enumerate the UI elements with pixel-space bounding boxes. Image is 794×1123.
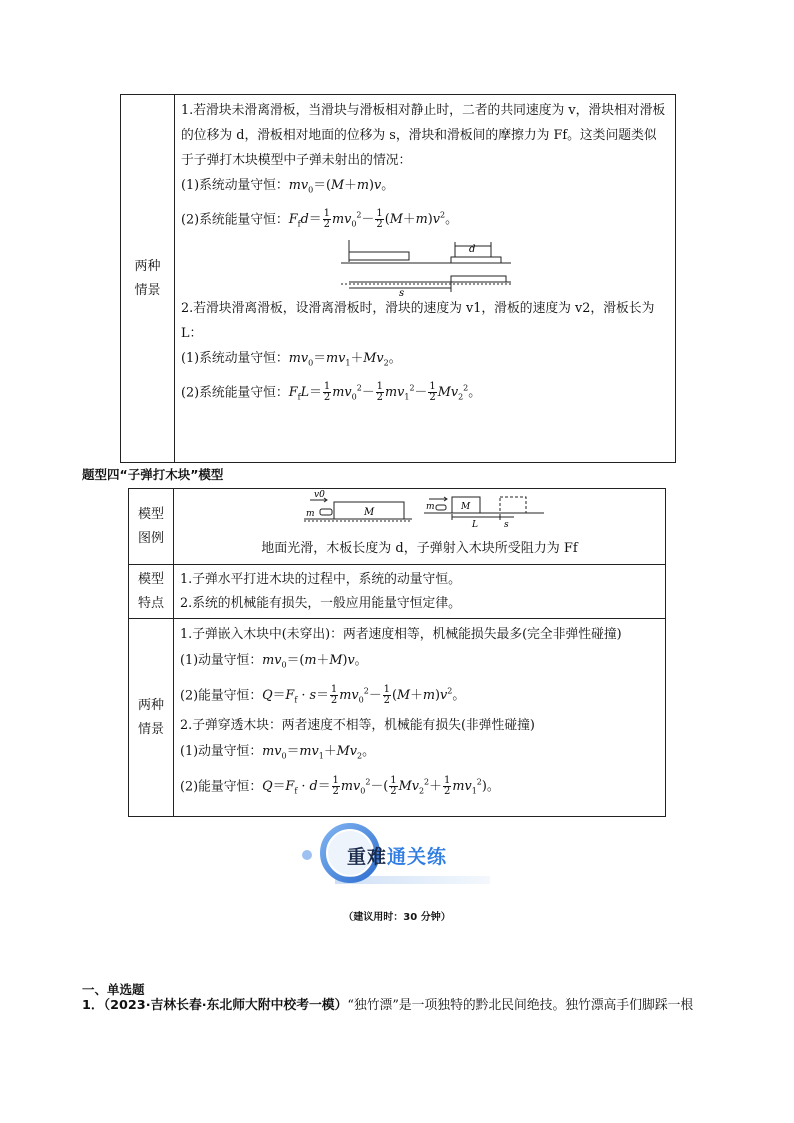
row3-label: [129, 619, 174, 817]
case1-energy: [181, 203, 669, 237]
case1-momentum: [181, 173, 669, 203]
case2-energy-formula: $F_fL=$ $\frac{1}{2}$ $mv_0^2-$ $\frac{1}{2}$ $mv_1^2-$ $\frac{1}{2}$ $Mv_2^2$。: [288, 381, 482, 404]
row3-case1-energy-formula: $Q=F_f \cdot s=$ $\frac{1}{2}$ $mv_0^2-$ $\frac{1}{2}$ $(M+m)v^2$。: [262, 683, 466, 706]
row1-label-text: 模型 图例: [137, 506, 164, 546]
section-heading-type4: 题型四“子弹打木块”模型: [82, 467, 224, 482]
banner-title: [347, 842, 447, 869]
label-s2: s: [504, 520, 509, 530]
case1-momentum-label: (1)系统动量守恒：: [181, 178, 289, 193]
question-1: [82, 996, 732, 1016]
banner-title-part1: 重难: [347, 846, 388, 868]
label-L: L: [472, 520, 478, 530]
label-d: d: [469, 244, 476, 256]
row2-label: [129, 565, 174, 619]
question-text: “独竹漂”是一项独特的黔北民间绝技。独竹漂高手们脚踩一根: [347, 998, 694, 1013]
table1-content: [175, 95, 676, 463]
row3-label-text: 两种 情景: [137, 697, 164, 737]
suggested-time: （建议用时：30 分钟）: [343, 912, 451, 923]
row2-line-2: 2.系统的机械能有损失，一般应用能量守恒定律。: [180, 596, 461, 611]
label-v0: v0: [314, 490, 325, 500]
row3-case1: 1.子弹嵌入木块中(未穿出)：两者速度相等，机械能损失最多(完全非弹性碰撞): [180, 627, 622, 642]
row3-content: [174, 619, 666, 817]
label-m-right: m: [426, 502, 435, 512]
case2-momentum-formula: $mv_0=mv_1+Mv_2$。: [288, 351, 402, 368]
label-m-left: m: [306, 509, 315, 519]
row3-case1-momentum-formula: $mv_0=(m+M)v$。: [262, 653, 368, 670]
row3-case2-energy: [180, 770, 659, 805]
row2-line-1: 1.子弹水平打进木块的过程中，系统的动量守恒。: [180, 572, 461, 587]
row3-case2-momentum-label: (1)动量守恒：: [180, 744, 263, 760]
case2-energy-label: (2)系统能量守恒：: [181, 385, 289, 401]
row3-case2-momentum-formula: $mv_0=mv_1+Mv_2$。: [262, 744, 375, 761]
row3-case2-energy-formula: $Q=F_f \cdot d=$ $\frac{1}{2}$ $mv_0^2-$( $\frac{1}{2}$ $Mv_2^2+$ $\frac{1}{2}$ $mv_1^2$)。: [262, 775, 500, 798]
table1-label: [121, 95, 175, 463]
row3-case2-momentum: [180, 739, 659, 770]
question-number: 1．: [82, 998, 104, 1013]
case1-text: 1.若滑块未滑离滑板，当滑块与滑板相对静止时，二者的共同速度为 v，滑块相对滑板的位移为 d，滑板相对地面的位移为 s，滑块和滑板间的摩擦力为 Ff。这类问题类似于子弹打木块模型中子弹未射出的情况：: [181, 103, 666, 168]
row3-case1-energy: [180, 679, 659, 714]
bullet-block-diagram: [174, 490, 664, 538]
case2-text: 2.若滑块滑离滑板，设滑离滑板时，滑块的速度为 v1，滑板的速度为 v2，滑板长为 L：: [181, 301, 655, 342]
row1-label: [129, 489, 174, 565]
case1-energy-label: (2)系统能量守恒：: [181, 211, 289, 227]
bullet-block-table: [128, 488, 666, 817]
case1-energy-formula: $F_fd=$ $\frac{1}{2}$ $mv_0^2-$ $\frac{1}{2}$ $(M+m)v^2$。: [288, 207, 458, 230]
table1-label-text: 两种 情景: [134, 258, 161, 298]
section-title: 一、单选题: [82, 982, 145, 997]
case1-momentum-formula: $mv_0=(M+m)v$。: [288, 178, 395, 195]
slider-board-diagram: [181, 236, 669, 296]
row1-content: [174, 489, 666, 565]
question-source: （2023·吉林长春·东北师大附中校考一模）: [103, 998, 348, 1013]
case2-momentum: [181, 346, 669, 376]
practice-banner: [295, 818, 495, 888]
row1-caption: 地面光滑，木板长度为 d，子弹射入木块所受阻力为 Ff: [261, 541, 578, 556]
label-M-right: M: [461, 502, 471, 512]
row3-case1-energy-label: (2)能量守恒：: [180, 687, 263, 703]
label-s: s: [399, 288, 405, 297]
slider-board-table: [120, 94, 676, 463]
row3-case1-momentum-label: (1)动量守恒：: [180, 653, 263, 668]
row2-label-text: 模型 特点: [137, 571, 164, 611]
row2-content: [174, 565, 666, 619]
case2-energy: [181, 376, 669, 410]
row3-case1-momentum: [180, 648, 659, 679]
row3-case2-energy-label: (2)能量守恒：: [180, 779, 263, 795]
label-M-left: M: [364, 507, 375, 518]
banner-title-part2: 通关练: [387, 846, 448, 868]
row3-case2: 2.子弹穿透木块：两者速度不相等，机械能有损失(非弹性碰撞): [180, 718, 535, 734]
case2-momentum-label: (1)系统动量守恒：: [181, 351, 289, 367]
